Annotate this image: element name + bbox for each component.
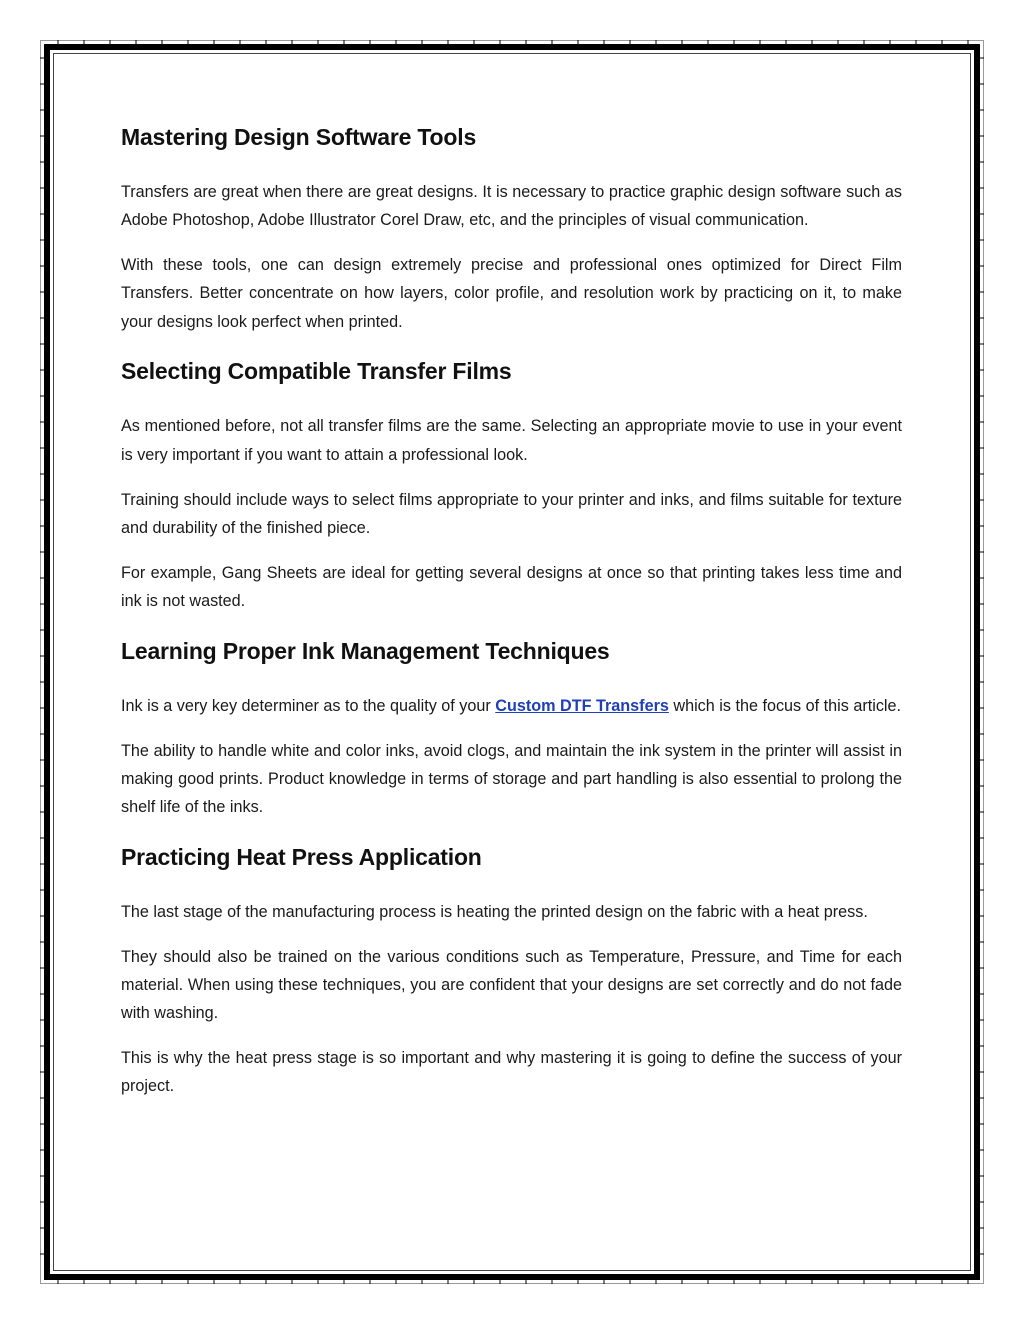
- section-heat-press: [121, 838, 902, 1101]
- paragraph-with-link: [121, 692, 902, 720]
- paragraph: This is why the heat press stage is so important and why mastering it is going to define the success of your project.: [121, 1049, 902, 1096]
- section-design-software: [121, 118, 902, 336]
- paragraph: The ability to handle white and color inks, avoid clogs, and maintain the ink system in the printer will assist in making good prints. Product knowledge in terms of storage and part handling is also essential to prolong the shelf life of the inks.: [121, 741, 902, 817]
- section-heading: Selecting Compatible Transfer Films: [121, 358, 512, 385]
- paragraph: For example, Gang Sheets are ideal for getting several designs at once so that printing takes less time and ink is not wasted.: [121, 563, 902, 610]
- paragraph: They should also be trained on the various conditions such as Temperature, Pressure, and Time for each material. When using these techniques, you are confident that your designs are set correctly and do not fade with washing.: [121, 947, 902, 1023]
- section-transfer-films: [121, 352, 902, 615]
- paragraph: With these tools, one can design extremely precise and professional ones optimized for Direct Film Transfers. Better concentrate on how layers, color profile, and resolution work by practicing on it, to make your designs look perfect when printed.: [121, 256, 902, 331]
- section-heading: Practicing Heat Press Application: [121, 843, 482, 870]
- paragraph: As mentioned before, not all transfer films are the same. Selecting an appropriate movie to use in your event is very important if you want to attain a professional look.: [121, 417, 902, 464]
- link-trail-text: which is the focus of this article.: [668, 696, 902, 715]
- custom-dtf-transfers-link[interactable]: Custom DTF Transfers: [495, 696, 669, 715]
- paragraph: Transfers are great when there are great designs. It is necessary to practice graphic design software such as Adobe Photoshop, Adobe Illustrator Corel Draw, etc, and the principles of visual communication.: [121, 183, 902, 230]
- document-body: [121, 118, 902, 1117]
- paragraph: Training should include ways to select films appropriate to your printer and inks, and films suitable for texture and durability of the finished piece.: [121, 490, 902, 537]
- section-ink-management: [121, 632, 902, 822]
- section-heading: Mastering Design Software Tools: [121, 124, 477, 150]
- link-lead-text: Ink is a very key determiner as to the quality of your: [121, 696, 496, 715]
- section-heading: Learning Proper Ink Management Techniques: [121, 637, 610, 664]
- paragraph: The last stage of the manufacturing process is heating the printed design on the fabric with a heat press.: [121, 902, 868, 921]
